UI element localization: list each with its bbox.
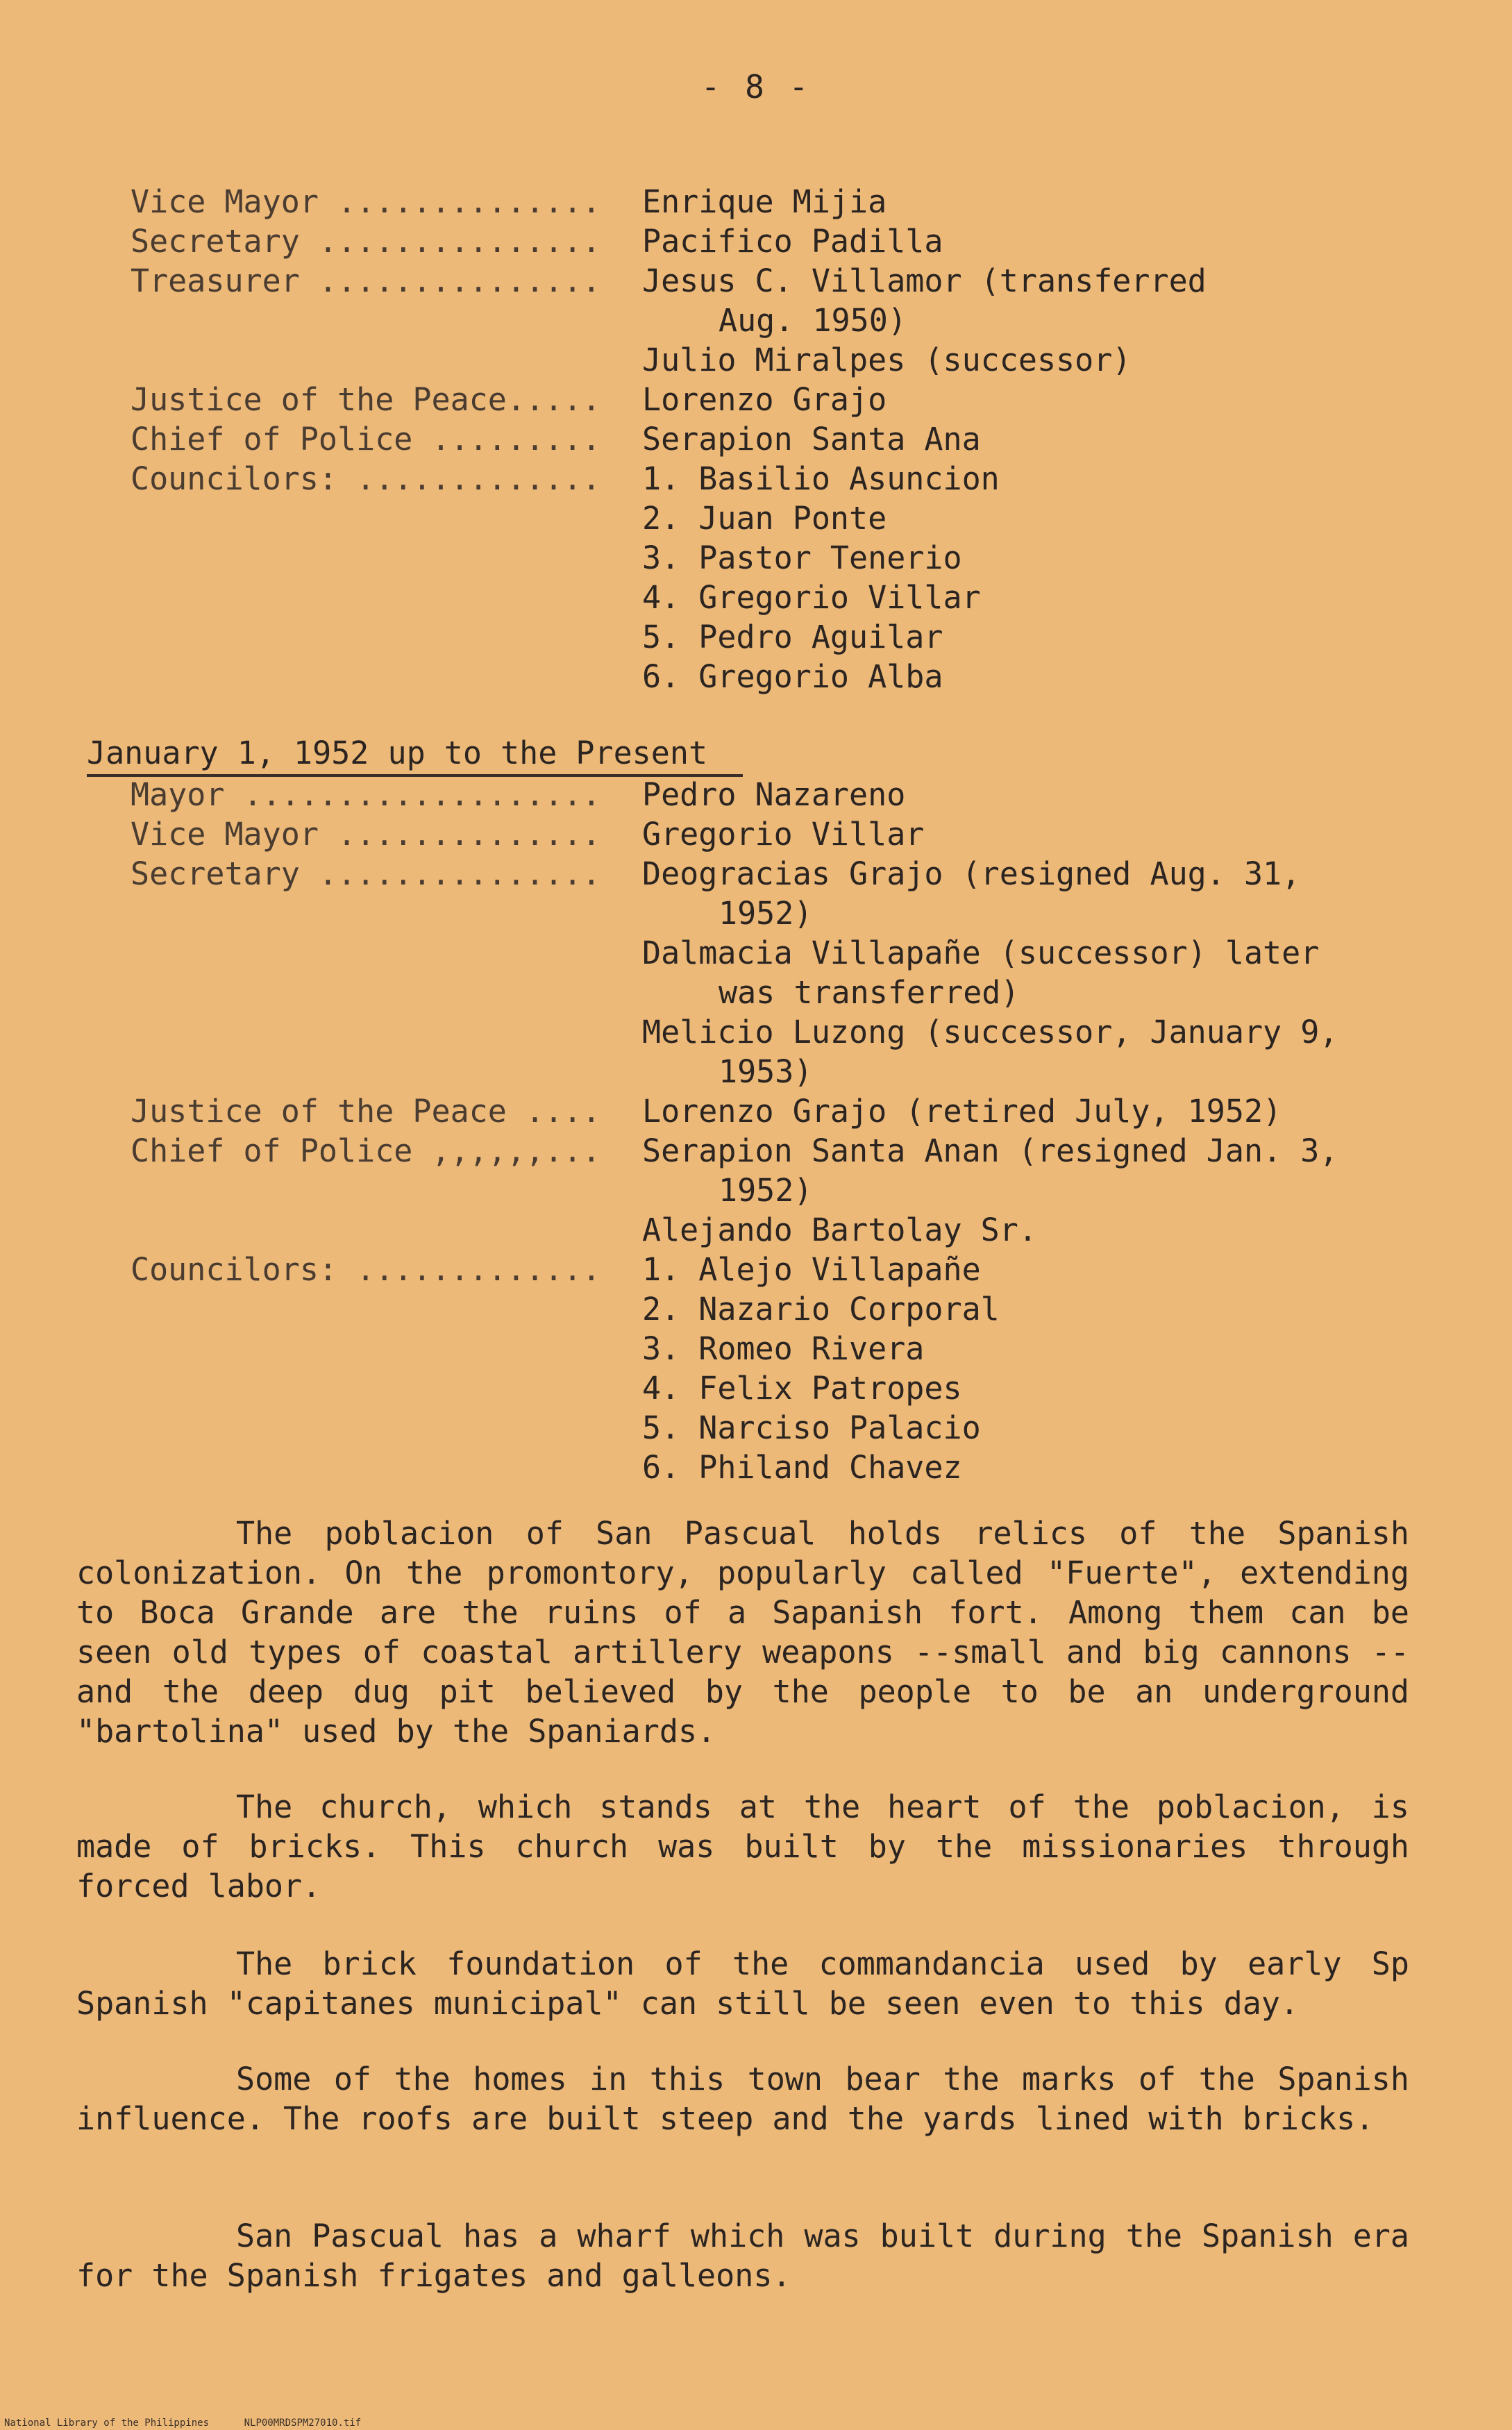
- official-name: Pedro Nazareno: [642, 776, 906, 813]
- paragraph-commandancia: The brick foundation of the commandancia used by early Sp Spanish "capitanes municipal" can still be seen even to this day.: [76, 1945, 1409, 2022]
- page-number: - 8 -: [700, 68, 812, 106]
- archive-footer: [4, 2418, 361, 2429]
- official-name: Deogracias Grajo (resigned Aug. 31,: [642, 855, 1301, 892]
- paragraph-church: The church, which stands at the heart of the poblacion, is made of bricks. This church was built by the missionaries through forced labor.: [76, 1788, 1409, 1904]
- official-name: Serapion Santa Ana: [642, 421, 981, 458]
- official-name: 2. Nazario Corporal: [642, 1291, 1000, 1327]
- official-name: Enrique Mijia: [642, 183, 887, 220]
- official-title: Secretary ...............: [131, 855, 601, 892]
- official-title: Vice Mayor ..............: [131, 816, 601, 853]
- footer-library: National Library of the Philippines: [4, 2418, 210, 2429]
- official-name-continued: 1953): [719, 1053, 813, 1090]
- footer-file-id: NLP00MRDSPM27010.tif: [244, 2418, 362, 2429]
- official-name: Pacifico Padilla: [642, 223, 943, 260]
- official-title: Councilors: .............: [131, 1251, 601, 1288]
- official-title: Vice Mayor ..............: [131, 183, 601, 220]
- official-title: Treasurer ...............: [131, 262, 601, 299]
- official-name-continued: Aug. 1950): [719, 302, 907, 339]
- official-name: 3. Romeo Rivera: [642, 1330, 925, 1367]
- official-name: Lorenzo Grajo (retired July, 1952): [642, 1093, 1282, 1130]
- official-name: 4. Gregorio Villar: [642, 579, 981, 616]
- official-name: 1. Alejo Villapañe: [642, 1251, 981, 1288]
- official-name: Julio Miralpes (successor): [642, 342, 1132, 378]
- official-name: Alejando Bartolay Sr.: [642, 1212, 1037, 1248]
- paragraph-homes: Some of the homes in this town bear the marks of the Spanish influence. The roofs are built steep and the yards lined with bricks.: [76, 2061, 1409, 2137]
- official-name: 2. Juan Ponte: [642, 500, 887, 537]
- official-title: Councilors: .............: [131, 460, 601, 497]
- official-name: 6. Gregorio Alba: [642, 658, 943, 695]
- paragraph-relics: The poblacion of San Pascual holds relics of the Spanish colonization. On the promontory, popularly called "Fuerte", extending to Boca Grande are the ruins of a Sapanish fort. Among them can be seen old types of coastal artillery weapons --small and big cannons -- and the deep dug pit believed by the people to be an underground "bartolina" used by the Spaniards.: [76, 1515, 1409, 1750]
- official-title: Mayor ...................: [131, 776, 601, 813]
- official-name-continued: 1952): [719, 895, 813, 932]
- section-heading: January 1, 1952 up to the Present: [87, 734, 743, 777]
- official-name-continued: 1952): [719, 1172, 813, 1209]
- official-name: 5. Narciso Palacio: [642, 1409, 981, 1446]
- official-name: Dalmacia Villapañe (successor) later: [642, 935, 1320, 971]
- official-name: Serapion Santa Anan (resigned Jan. 3,: [642, 1132, 1338, 1169]
- official-name: 4. Felix Patropes: [642, 1370, 962, 1407]
- official-name: 3. Pastor Tenerio: [642, 539, 962, 576]
- official-name-continued: was transferred): [719, 974, 1020, 1011]
- official-name: Lorenzo Grajo: [642, 381, 887, 418]
- paragraph-wharf: San Pascual has a wharf which was built during the Spanish era for the Spanish frigates and galleons.: [76, 2218, 1409, 2294]
- official-title: Justice of the Peace.....: [131, 381, 601, 418]
- official-name: Gregorio Villar: [642, 816, 925, 853]
- official-name: 1. Basilio Asuncion: [642, 460, 1000, 497]
- official-title: Chief of Police ,,,,,,...: [131, 1132, 601, 1169]
- official-title: Secretary ...............: [131, 223, 601, 260]
- official-name: Melicio Luzong (successor, January 9,: [642, 1014, 1338, 1050]
- official-title: Chief of Police .........: [131, 421, 601, 458]
- official-name: 6. Philand Chavez: [642, 1449, 962, 1486]
- official-name: Jesus C. Villamor (transferred: [642, 262, 1207, 299]
- official-title: Justice of the Peace ....: [131, 1093, 601, 1130]
- official-name: 5. Pedro Aguilar: [642, 619, 943, 655]
